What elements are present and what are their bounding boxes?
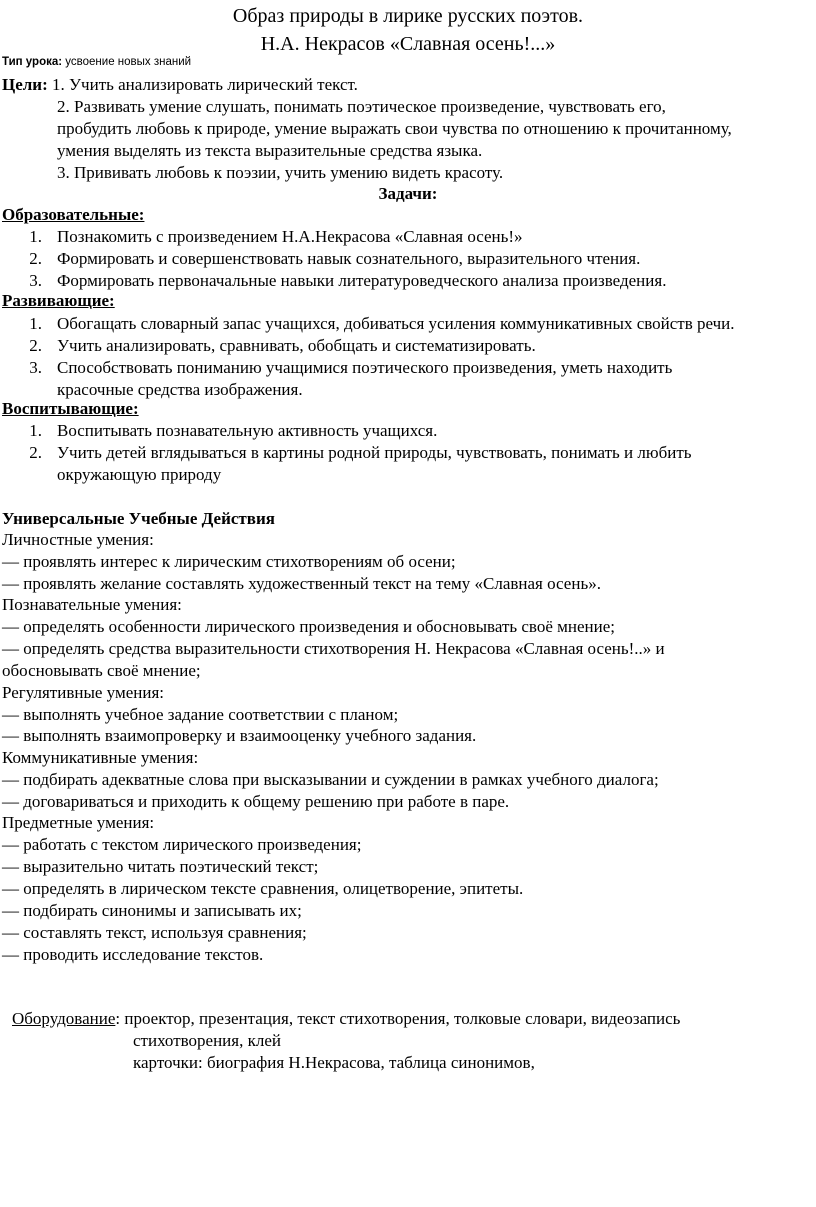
educational-heading: Образовательные: [2,205,145,224]
goals-line-4: умения выделять из текста выразительные средства языка. [57,141,483,160]
uud-line: Коммуникативные умения: [2,748,199,767]
goals-line-5: 3. Прививать любовь к поэзии, учить умению видеть красоту. [57,163,504,182]
equipment-line-1: Оборудование: проектор, презентация, текст стихотворения, толковые словари, видеозапись [12,1009,681,1028]
lesson-type-value: усвоение новых знаний [65,56,192,68]
equipment-line-2: стихотворения, клей [133,1031,281,1050]
uud-line: — составлять текст, используя сравнения; [2,923,307,942]
uud-line: — проявлять желание составлять художественный текст на тему «Славная осень». [2,574,601,593]
uud-line: — определять особенности лирического произведения и обосновывать своё мнение; [2,617,616,636]
tasks-heading: Задачи: [378,184,438,203]
uud-line: — договариваться и приходить к общему решению при работе в паре. [2,792,510,811]
uud-line: — проводить исследование текстов. [2,945,264,964]
equipment-label: Оборудование [12,1009,116,1028]
lesson-type-label: Тип урока: [2,56,63,68]
uud-line: — подбирать адекватные слова при высказывании и суждении в рамках учебного диалога; [2,770,659,789]
uud-line: Познавательные умения: [2,595,182,614]
uud-line: обосновывать своё мнение; [2,661,201,680]
document-title-line1: Образ природы в лирике русских поэтов. [232,5,584,27]
uud-line: — определять в лирическом тексте сравнения, олицетворение, эпитеты. [2,879,524,898]
equipment-line-3: карточки: биография Н.Некрасова, таблица синонимов, [133,1053,535,1072]
upbringing-item-2-continued: окружающую природу [57,465,222,484]
uud-line: — выполнять учебное задание соответствии с планом; [2,705,399,724]
goals-line-1: Цели: 1. Учить анализировать лирический текст. [2,75,358,94]
uud-line: Регулятивные умения: [2,683,164,702]
upbringing-heading: Воспитывающие: [2,399,139,418]
document-page: Образ природы в лирике русских поэтов. Н.А. Некрасов «Славная осень!...» Тип урока: усвоение новых знаний Цели: 1. Учить анализировать лирический текст. 2. Развивать умение слушать, понимать поэтическое произведение, чувствовать его, пробудить любовь к природе, умение выражать свои чувства по отношению к прочитанному, умения выделять из текста выразительные средства языка. 3. Прививать любовь к поэзии, учить умению видеть красоту. Задачи: Образовательные: 1. Познакомить с произведением Н.А.Некрасова «Славная осень!» 2. Формировать и совершенствовать навык сознательного, выразительного чтения. 3. Формировать первоначальные навыки литературоведческого анализа произведения. Развивающие: 1. Обогащать словарный запас учащихся, добиваться усиления коммуникативных свойств речи. 2. Учить анализировать, сравнивать, обобщать и систематизировать. 3. Способствовать пониманию учащимися поэтического произведения, уметь находить красочные средства изображения. Воспитывающие: 1. Воспитывать познавательную активность учащихся. 2. Учить детей вглядываться в картины родной природы, чувствовать, понимать и любить окружающую природу Универсальные Учебные Действия Личностные умения: — проявлять интерес к лирическим стихотворениям об осени; — проявлять желание составлять художественный текст на тему «Славная осень». Познавательные умения: — определять особенности лирического произведения и обосновывать своё мнение; — определять средства выразительности стихотворения Н. Некрасова «Славная осень!..» и обосновывать своё мнение; Регулятивные умения: — выполнять учебное задание соответствии с планом; — выполнять взаимопроверку и взаимооценку учебного задания. Коммуникативные умения: — подбирать адекватные слова при высказывании и суждении в рамках учебного диалога; — договариваться и приходить к общему решению при работе в паре. Предметные умения: — работать с текстом лирического произведения; — выразительно читать поэтический текст; — определять в лирическом тексте сравнения, олицетворение, эпитеты. — подбирать синонимы и записывать их; — составлять текст, используя сравнения; — проводить исследование текстов. Оборудование: проектор, презентация, текст стихотворения, толковые словари, видеозапись стихотворения, клей карточки: биография Н.Некрасова, таблица синонимов, [0,0,816,1207]
developing-item-3-continued: красочные средства изображения. [57,380,303,399]
uud-line: — выразительно читать поэтический текст; [2,857,319,876]
uud-line: Личностные умения: [2,530,154,549]
lesson-type [2,56,191,68]
uud-line: Предметные умения: [2,813,155,832]
uud-line: — выполнять взаимопроверку и взаимооценку учебного задания. [2,726,477,745]
goals-line-3: пробудить любовь к природе, умение выражать свои чувства по отношению к прочитанному, [57,119,732,138]
uud-line: — проявлять интерес к лирическим стихотворениям об осени; [2,552,456,571]
uud-line: — определять средства выразительности стихотворения Н. Некрасова «Славная осень!..» и [2,639,665,658]
developing-heading: Развивающие: [2,291,115,310]
uud-line: — подбирать синонимы и записывать их; [2,901,302,920]
document-title-line2: Н.А. Некрасов «Славная осень!...» [260,33,556,55]
uud-heading: Универсальные Учебные Действия [2,509,275,528]
goals-line-2: 2. Развивать умение слушать, понимать поэтическое произведение, чувствовать его, [57,97,666,116]
uud-line: — работать с текстом лирического произведения; [2,835,362,854]
goals-label: Цели: [2,75,48,94]
